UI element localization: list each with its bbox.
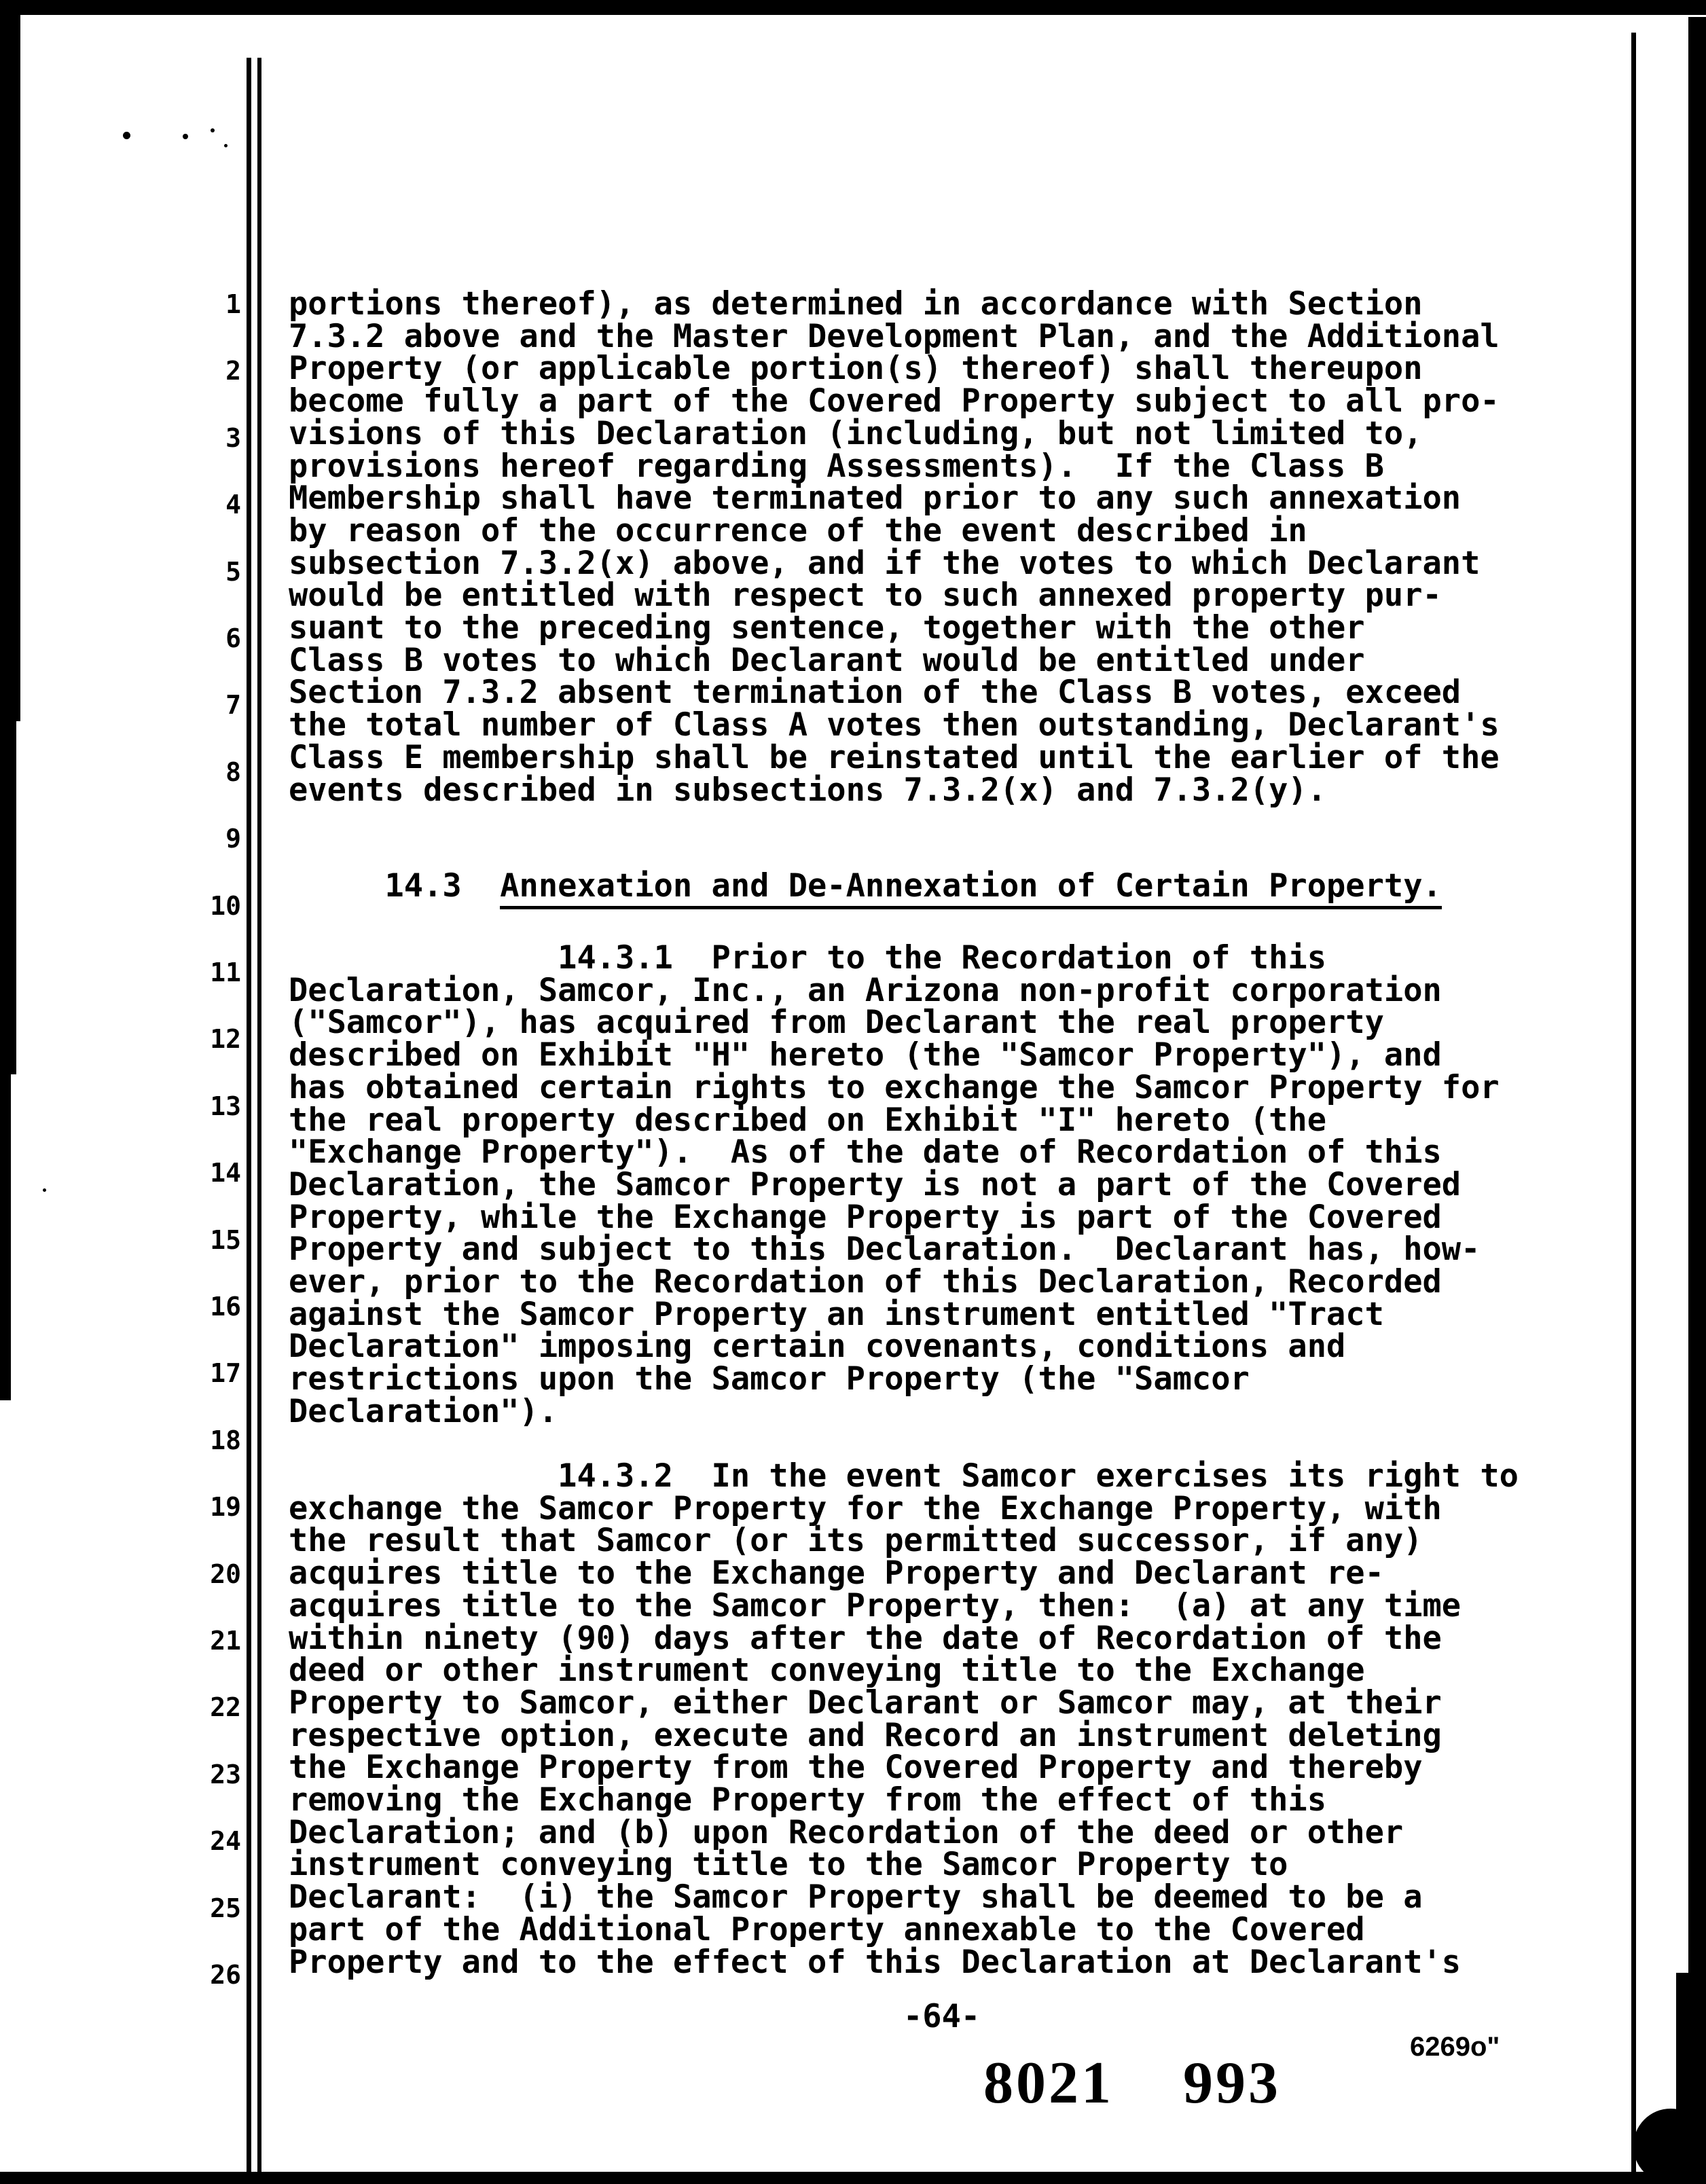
text-line: acquires title to the Exchange Property and Declarant re- [289, 1554, 1384, 1592]
text-line: portions thereof), as determined in accordance with Section [289, 285, 1423, 323]
line-number: 2 [225, 356, 241, 386]
text-line: within ninety (90) days after the date of Recordation of the [289, 1619, 1442, 1657]
line-number: 23 [210, 1759, 241, 1789]
text-line: the Exchange Property from the Covered Property and thereby [289, 1749, 1423, 1787]
text-line: Property (or applicable portion(s) thereof) shall thereupon [289, 350, 1423, 388]
text-line: Declaration"). [289, 1392, 558, 1430]
line-number: 4 [225, 490, 241, 520]
text-line: become fully a part of the Covered Property subject to all pro- [289, 382, 1500, 420]
text-line: has obtained certain rights to exchange the Samcor Property for [289, 1068, 1500, 1106]
page-number: -64- [903, 1998, 981, 2035]
text-line: Membership shall have terminated prior to any such annexation [289, 479, 1462, 517]
line-number: 21 [210, 1626, 241, 1656]
line-number: 3 [225, 422, 241, 453]
recorder-stamp-page: 993 [1183, 2050, 1281, 2116]
text-line: would be entitled with respect to such annexed property pur- [289, 577, 1442, 615]
text-line: the real property described on Exhibit "I" hereto (the [289, 1101, 1327, 1139]
scan-border-top [0, 0, 1706, 15]
scan-border-bottom [0, 2172, 1706, 2184]
scan-speckle-4 [224, 144, 228, 147]
text-line: Declaration, the Samcor Property is not a part of the Covered [289, 1165, 1462, 1203]
line-number: 15 [210, 1224, 241, 1255]
text-line: Declaration; and (b) upon Recordation of the deed or other [289, 1813, 1404, 1851]
margin-rule-right [1631, 33, 1636, 2174]
heading-number: 14.3 [384, 867, 462, 905]
margin-rule-left-inner [257, 58, 261, 2174]
line-number: 9 [225, 824, 241, 854]
line-number: 1 [225, 289, 241, 319]
scan-speckle-3 [211, 128, 215, 132]
text-line: ("Samcor"), has acquired from Declarant the real property [289, 1004, 1384, 1042]
text-line: removing the Exchange Property from the effect of this [289, 1781, 1327, 1819]
section-heading [289, 867, 1442, 905]
text-line: 7.3.2 above and the Master Development Plan, and the Additional [289, 317, 1500, 355]
heading-title: Annexation and De-Annexation of Certain Property. [500, 867, 1442, 909]
recorder-stamp [983, 2050, 1281, 2116]
margin-rule-left-outer [247, 58, 251, 2174]
line-number: 20 [210, 1559, 241, 1589]
text-line: provisions hereof regarding Assessments). If the Class B [289, 447, 1384, 485]
scan-speckle-2 [183, 134, 188, 139]
scan-border-left-upper [0, 15, 20, 721]
text-line: suant to the preceding sentence, together with the other [289, 609, 1365, 647]
text-line: restrictions upon the Samcor Property (the "Samcor [289, 1360, 1250, 1398]
text-line: 14.3.1 Prior to the Recordation of this [289, 939, 1327, 977]
text-line: instrument conveying title to the Samcor Property to [289, 1846, 1288, 1884]
line-number: 6 [225, 623, 241, 653]
scan-speckle-5 [43, 1188, 46, 1192]
scan-border-right [1688, 17, 1706, 1973]
text-line: Property and to the effect of this Declaration at Declarant's [289, 1943, 1462, 1981]
paragraph-continuation [289, 285, 1613, 809]
heading-gap [462, 867, 501, 905]
line-number: 19 [210, 1492, 241, 1523]
text-line: 14.3.2 In the event Samcor exercises its right to [289, 1457, 1519, 1495]
line-number: 25 [210, 1893, 241, 1923]
text-line: Property and subject to this Declaration. Declarant has, how- [289, 1231, 1481, 1269]
text-line: respective option, execute and Record an instrument deleting [289, 1716, 1442, 1754]
paragraph-14-3-2 [289, 1457, 1613, 1981]
text-line: subsection 7.3.2(x) above, and if the votes to which Declarant [289, 544, 1481, 582]
text-line: the result that Samcor (or its permitted successor, if any) [289, 1522, 1423, 1560]
text-line: against the Samcor Property an instrument entitled "Tract [289, 1295, 1384, 1333]
line-number: 10 [210, 890, 241, 921]
text-line: visions of this Declaration (including, but not limited to, [289, 414, 1423, 452]
line-number: 22 [210, 1692, 241, 1723]
text-line: described on Exhibit "H" hereto (the "Samcor Property"), and [289, 1036, 1442, 1074]
scan-border-left-lower [0, 1074, 11, 1400]
line-number: 14 [210, 1158, 241, 1188]
line-number: 7 [225, 690, 241, 721]
recorder-stamp-book: 8021 [983, 2050, 1114, 2116]
heading-indent [289, 867, 384, 905]
text-line: by reason of the occurrence of the event described in [289, 511, 1307, 549]
text-line: Property to Samcor, either Declarant or Samcor may, at their [289, 1684, 1442, 1722]
text-line: Declaration, Samcor, Inc., an Arizona non-profit corporation [289, 971, 1442, 1009]
text-line: part of the Additional Property annexable to the Covered [289, 1910, 1365, 1948]
line-number: 5 [225, 556, 241, 587]
text-line: exchange the Samcor Property for the Exchange Property, with [289, 1489, 1442, 1527]
text-line: Section 7.3.2 absent termination of the Class B votes, exceed [289, 674, 1462, 712]
line-number: 24 [210, 1826, 241, 1857]
text-line: the total number of Class A votes then outstanding, Declarant's [289, 706, 1500, 744]
text-line: Class E membership shall be reinstated until the earlier of the [289, 738, 1500, 776]
paragraph-14-3-1 [289, 939, 1613, 1430]
document-code-stamp: 6269o" [1410, 2032, 1500, 2062]
text-line: Class B votes to which Declarant would be entitled under [289, 641, 1365, 679]
line-number: 26 [210, 1960, 241, 1990]
line-number: 8 [225, 757, 241, 787]
line-number: 18 [210, 1425, 241, 1455]
text-line: events described in subsections 7.3.2(x) and 7.3.2(y). [289, 771, 1327, 809]
line-number: 12 [210, 1024, 241, 1055]
text-line: Declarant: (i) the Samcor Property shall be deemed to be a [289, 1878, 1423, 1916]
line-number: 13 [210, 1091, 241, 1121]
line-number: 11 [210, 958, 241, 987]
line-number: 17 [210, 1358, 241, 1389]
scan-border-left-middle [0, 721, 16, 1074]
line-number: 16 [210, 1292, 241, 1322]
text-line: Declaration" imposing certain covenants, conditions and [289, 1328, 1346, 1366]
scan-speckle-1 [123, 132, 130, 139]
text-line: ever, prior to the Recordation of this Declaration, Recorded [289, 1263, 1442, 1301]
text-line: "Exchange Property"). As of the date of Recordation of this [289, 1133, 1442, 1171]
text-line: acquires title to the Samcor Property, then: (a) at any time [289, 1586, 1462, 1624]
text-line: deed or other instrument conveying title to the Exchange [289, 1652, 1365, 1690]
text-line: Property, while the Exchange Property is part of the Covered [289, 1198, 1442, 1236]
